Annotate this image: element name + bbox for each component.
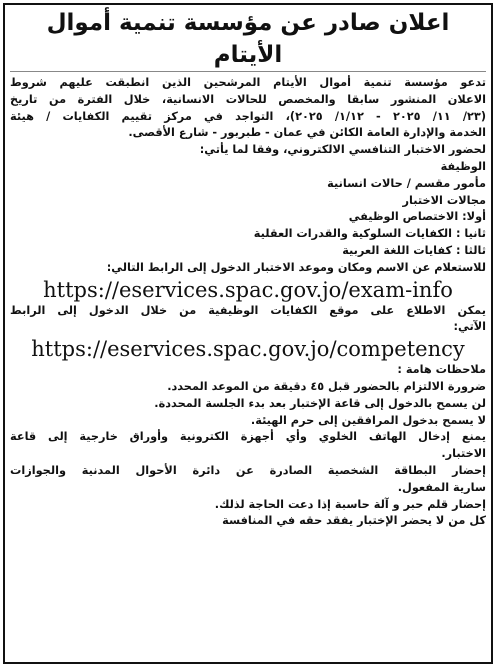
note-item: لن يسمح بالدخول إلى قاعة الإختبار بعد بدء الجلسة المحددة. <box>154 396 486 410</box>
notes-label: ملاحظات هامة : <box>397 363 486 377</box>
intro-line: الاعلان المنشور سابقا والمخصص للحالات الانسانية، خلال الفترة من تاريخ <box>10 92 486 106</box>
note-item: ضرورة الالتزام بالحضور قبل ٤٥ دقيقة من الموعد المحدد. <box>167 379 486 393</box>
intro-line: الخدمة والإدارة العامة الكائن في عمان - طبربور - شارع الأقصى. <box>128 126 486 140</box>
competency-link[interactable]: https://eservices.spac.gov.jo/competency <box>31 337 465 362</box>
test-area-item: ثالثا : كفايات اللغة العربية <box>342 243 486 257</box>
test-area-item: ثانيا : الكفايات السلوكية والقدرات العقلية <box>253 227 486 241</box>
job-label: الوظيفة <box>440 159 486 173</box>
note-item: إحضار قلم حبر و آلة حاسبة إذا دعت الحاجة لذلك. <box>214 497 486 511</box>
exam-info-link[interactable]: https://eservices.spac.gov.jo/exam-info <box>43 277 453 302</box>
intro-line: (٢٣/ ١١/ ٢٠٢٥ - ١/١٢/ ٢٠٢٥)، التواجد في مركز تقييم الكفايات / هيئة <box>10 109 486 123</box>
inquiry-text: للاستعلام عن الاسم ومكان وموعد الاختبار الدخول إلى الرابط التالي: <box>106 260 486 274</box>
job-title: مأمور مقسم / حالات انسانية <box>327 176 486 190</box>
note-item: لا يسمح بدخول المرافقين إلى حرم الهيئة. <box>250 413 486 427</box>
note-item: سارية المفعول. <box>397 480 486 494</box>
competency-text: الآتي: <box>453 320 486 334</box>
intro-line: تدعو مؤسسة تنمية أموال الأيتام المرشحين الذين انطبقت عليهم شروط <box>10 76 486 89</box>
note-item: يمنع إدخال الهاتف الخلوي وأي أجهزة الكترونية وأوراق خارجية إلى قاعة <box>10 430 486 444</box>
announcement-title: اعلان صادر عن مؤسسة تنمية أموال الأيتام <box>10 7 486 72</box>
note-item: إحضار البطاقة الشخصية الصادرة عن دائرة الأحوال المدنية والجوازات <box>10 463 486 477</box>
test-area-item: أولا: الاختصاص الوظيفي <box>348 210 486 224</box>
note-item: كل من لا يحضر الإختبار يفقد حقه في المنافسة <box>222 514 486 528</box>
announcement-frame <box>3 3 493 664</box>
note-item: الاختبار. <box>441 447 486 461</box>
test-areas-label: مجالات الاختبار <box>402 193 486 207</box>
competency-text: يمكن الاطلاع على موقع الكفايات الوظيفية من خلال الدخول إلى الرابط <box>10 303 486 317</box>
intro-line: لحضور الاختبار التنافسي الالكتروني، وفقا لما يأتي: <box>199 143 486 157</box>
